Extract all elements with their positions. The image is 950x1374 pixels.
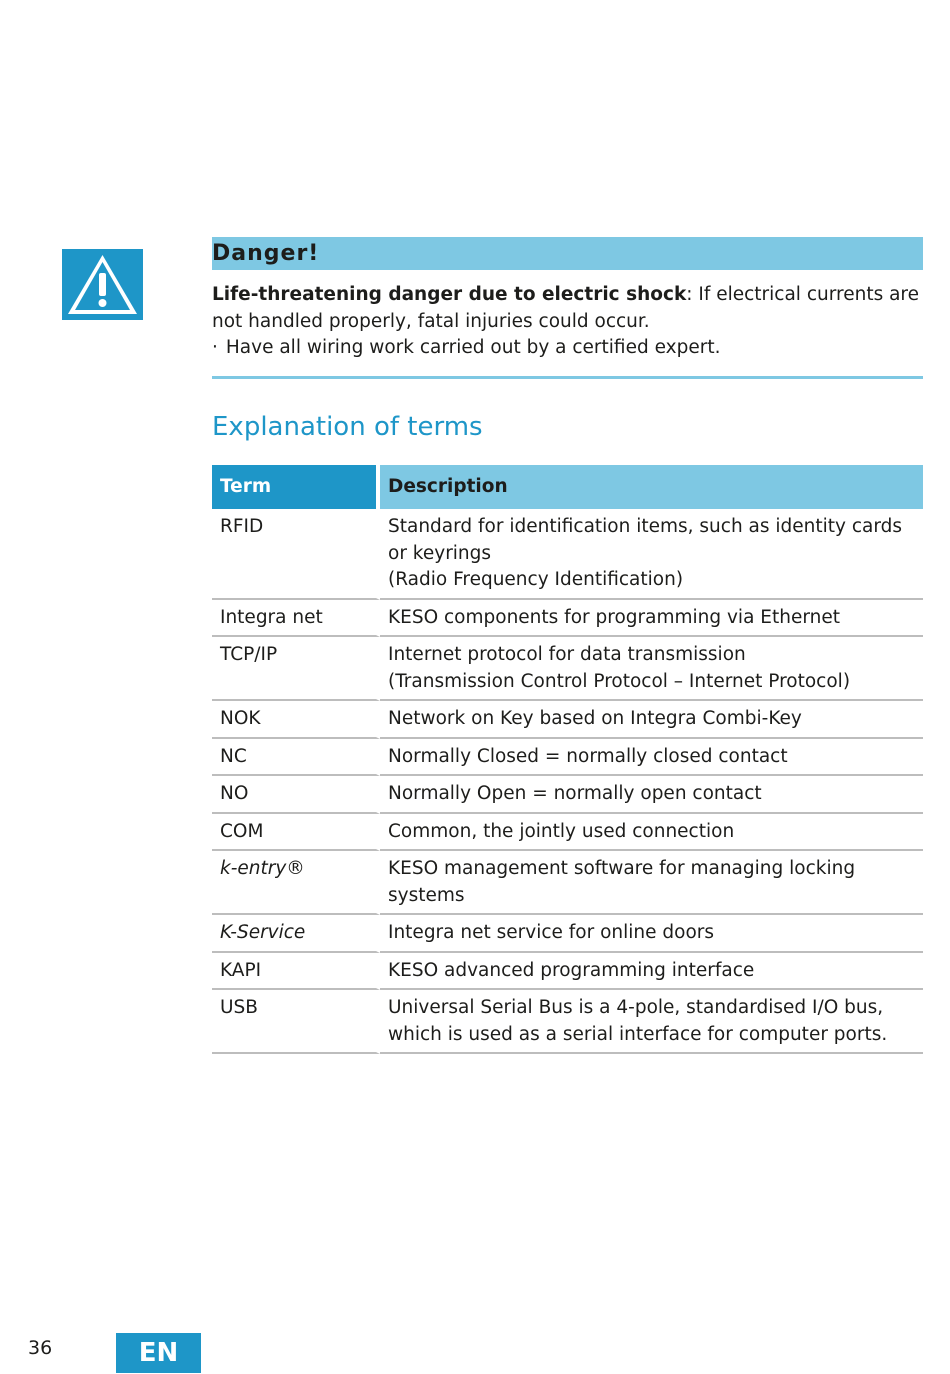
term-cell: NOK (212, 701, 380, 739)
table-row (212, 915, 923, 953)
description-line: (Radio Frequency Identification) (388, 569, 684, 590)
description-cell: KESO advanced programming interface (380, 953, 923, 991)
term-cell: USB (212, 990, 380, 1054)
description-line: (Transmission Control Protocol – Internet Protocol) (388, 670, 851, 692)
bullet-dot: · (212, 337, 218, 358)
table-row (212, 990, 923, 1054)
table-row (212, 637, 923, 701)
section-heading: Explanation of terms (212, 412, 483, 442)
danger-text (212, 282, 923, 362)
danger-bullet-text: Have all wiring work carried out by a certified expert. (225, 337, 721, 358)
danger-bullet (212, 335, 923, 362)
table-row (212, 701, 923, 739)
description-cell: KESO management software for managing locking systems (380, 851, 923, 915)
table-row (212, 851, 923, 915)
table-row (212, 776, 923, 814)
description-cell: Universal Serial Bus is a 4-pole, standardised I/O bus, which is used as a serial interface for computer ports. (380, 990, 923, 1054)
danger-title: Danger! (212, 241, 320, 266)
page-number: 36 (28, 1337, 53, 1359)
danger-divider (212, 376, 923, 379)
term-cell: KAPI (212, 953, 380, 991)
description-cell: Normally Open = normally open contact (380, 776, 923, 814)
term-cell: Integra net (212, 600, 380, 638)
term-cell: COM (212, 814, 380, 852)
term-cell: k-entry® (212, 851, 380, 915)
danger-lead (212, 282, 923, 335)
warning-triangle-icon (62, 249, 143, 320)
danger-lead-bold: Life-threatening danger due to electric shock (212, 284, 687, 305)
term-cell: NO (212, 776, 380, 814)
table-row (212, 739, 923, 777)
column-header-description: Description (380, 465, 923, 509)
table-row (212, 953, 923, 991)
column-header-term: Term (212, 465, 380, 509)
description-cell (380, 637, 923, 701)
description-line: Internet protocol for data transmission (388, 644, 746, 665)
terms-table (212, 465, 923, 1054)
term-cell: K-Service (212, 915, 380, 953)
description-cell: Network on Key based on Integra Combi-Key (380, 701, 923, 739)
description-line: Standard for identification items, such as identity cards or keyrings (388, 516, 903, 564)
description-cell: KESO components for programming via Ethernet (380, 600, 923, 638)
term-cell: NC (212, 739, 380, 777)
description-cell (380, 509, 923, 600)
description-cell: Normally Closed = normally closed contact (380, 739, 923, 777)
table-row (212, 600, 923, 638)
table-row (212, 814, 923, 852)
table-header-row (212, 465, 923, 509)
description-cell: Common, the jointly used connection (380, 814, 923, 852)
description-cell: Integra net service for online doors (380, 915, 923, 953)
term-cell: TCP/IP (212, 637, 380, 701)
language-badge: EN (116, 1333, 201, 1373)
term-cell: RFID (212, 509, 380, 600)
table-row (212, 509, 923, 600)
danger-lead-rest: : If electrical currents are not handled properly, fatal injuries could occur. (212, 284, 920, 332)
